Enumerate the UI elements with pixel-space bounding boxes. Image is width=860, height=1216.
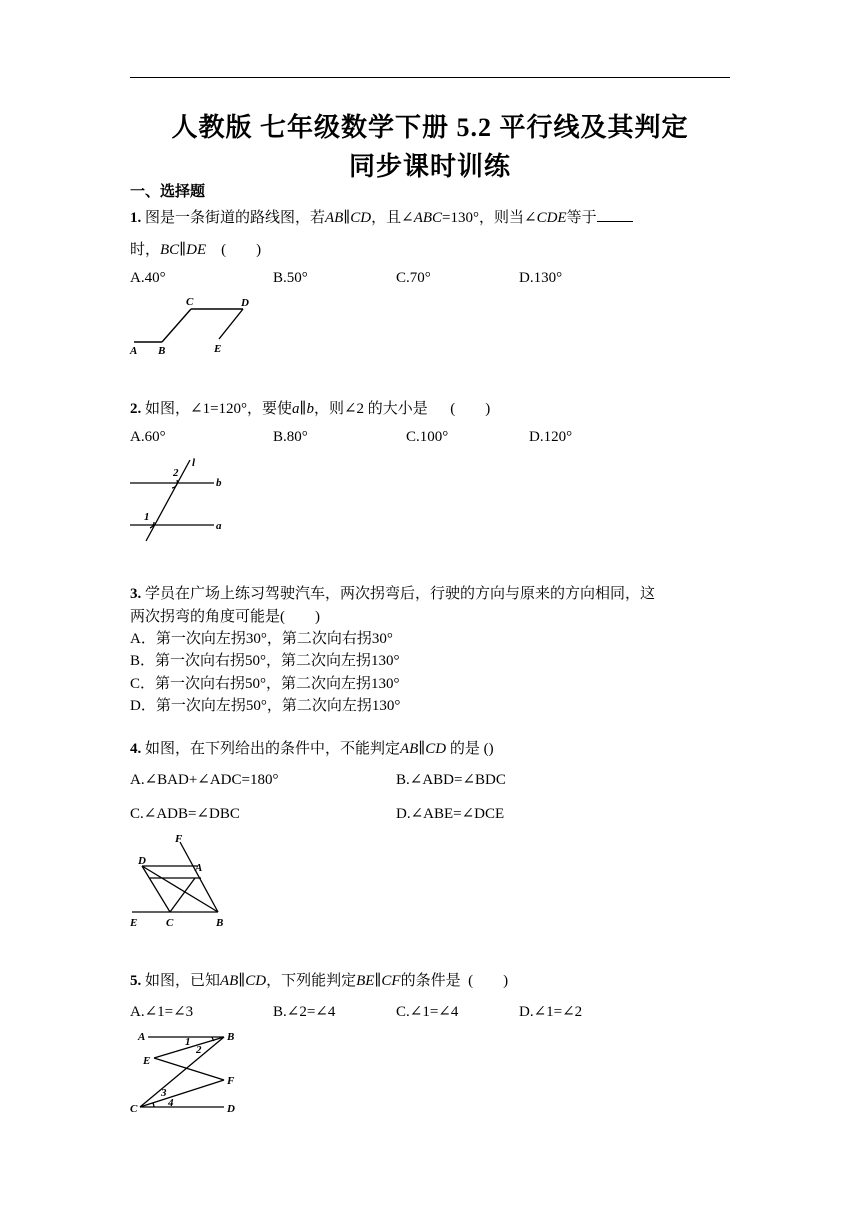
q1-text: 时， bbox=[130, 242, 161, 258]
q5-stem bbox=[130, 969, 508, 990]
q1-label-a: A bbox=[130, 345, 138, 357]
q5-text: 的条件是 bbox=[400, 973, 461, 989]
q4-text: 的是 () bbox=[449, 741, 494, 757]
q5-text: 如图，已知 bbox=[145, 973, 221, 989]
q1-de: DE bbox=[186, 242, 207, 258]
q1-ab: AB bbox=[325, 210, 344, 226]
q1-answer-blank[interactable] bbox=[597, 209, 633, 222]
q1-text: 图是一条街道的路线图，若 bbox=[145, 210, 326, 226]
q5-ab: AB bbox=[220, 973, 239, 989]
q5-option-c[interactable]: C.∠1=∠4 bbox=[396, 1004, 459, 1020]
q4-label-f: F bbox=[175, 833, 183, 845]
q1-parallel-symbol: ∥ bbox=[343, 210, 351, 226]
q3-stem-line1 bbox=[130, 582, 655, 603]
q4-figure bbox=[128, 830, 238, 932]
q1-text: 等于 bbox=[566, 210, 597, 226]
q5-parallel-symbol: ∥ bbox=[374, 973, 382, 989]
q4-label-d: D bbox=[138, 855, 146, 867]
q3-option-b[interactable]: B．第一次向右拐50°，第二次向左拐130° bbox=[130, 653, 400, 669]
q4-ab: AB bbox=[400, 741, 419, 757]
q4-number: 4. bbox=[130, 741, 142, 757]
q2-stem bbox=[130, 397, 490, 418]
q1-cde: CDE bbox=[536, 210, 567, 226]
q3-option-c[interactable]: C．第一次向右拐50°，第二次向左拐130° bbox=[130, 676, 400, 692]
q2-answer-paren: ( ) bbox=[450, 401, 491, 417]
q2-text: 如图，∠1=120°，要使 bbox=[145, 401, 293, 417]
q5-cf: CF bbox=[381, 973, 401, 989]
q1-label-d: D bbox=[241, 297, 249, 309]
q5-label-a: A bbox=[138, 1031, 146, 1043]
top-rule bbox=[130, 77, 730, 78]
q1-text: ，且∠ bbox=[371, 210, 414, 226]
q2-label-a: a bbox=[216, 520, 222, 532]
q2-option-b[interactable]: B.80° bbox=[273, 429, 308, 445]
document-subtitle: 同步课时训练 bbox=[348, 152, 511, 181]
q1-option-b[interactable]: B.50° bbox=[273, 270, 308, 286]
q2-label-b: b bbox=[216, 477, 222, 489]
q5-label-b: B bbox=[227, 1031, 235, 1043]
q2-number: 2. bbox=[130, 401, 142, 417]
q5-answer-paren: ( ) bbox=[468, 973, 509, 989]
q3-number: 3. bbox=[130, 586, 142, 602]
q3-option-a[interactable]: A．第一次向左拐30°，第二次向右拐30° bbox=[130, 631, 393, 647]
q5-figure bbox=[128, 1026, 248, 1118]
q4-label-b: B bbox=[216, 917, 224, 929]
q5-option-a[interactable]: A.∠1=∠3 bbox=[130, 1004, 194, 1020]
q2-a: a bbox=[292, 401, 300, 417]
q4-option-b[interactable]: B.∠ABD=∠BDC bbox=[396, 772, 506, 788]
q1-bc: BC bbox=[160, 242, 180, 258]
q1-figure bbox=[128, 293, 258, 357]
q4-option-a[interactable]: A.∠BAD+∠ADC=180° bbox=[130, 772, 279, 788]
q5-label-d: D bbox=[227, 1103, 235, 1115]
q4-parallel-symbol: ∥ bbox=[418, 741, 426, 757]
q1-option-a[interactable]: A.40° bbox=[130, 270, 166, 286]
q4-label-a: A bbox=[195, 862, 203, 874]
q1-number: 1. bbox=[130, 210, 142, 226]
q3-text: 学员在广场上练习驾驶汽车，两次拐弯后，行驶的方向与原来的方向相同，这 bbox=[145, 586, 656, 602]
q5-label-c: C bbox=[130, 1103, 138, 1115]
q2-figure bbox=[128, 452, 238, 544]
q1-option-d[interactable]: D.130° bbox=[519, 270, 563, 286]
q2-option-d[interactable]: D.120° bbox=[529, 429, 573, 445]
q2-option-c[interactable]: C.100° bbox=[406, 429, 449, 445]
q1-label-b: B bbox=[158, 345, 166, 357]
q5-text: ，下列能判定 bbox=[266, 973, 357, 989]
q2-label-l: l bbox=[192, 457, 196, 469]
q1-parallel-symbol: ∥ bbox=[179, 242, 187, 258]
q2-parallel-symbol: ∥ bbox=[299, 401, 307, 417]
q5-cd: CD bbox=[245, 973, 267, 989]
q4-option-c[interactable]: C.∠ADB=∠DBC bbox=[130, 806, 240, 822]
q1-cd: CD bbox=[350, 210, 372, 226]
q5-label-f: F bbox=[227, 1075, 235, 1087]
q2-label-angle-2: 2 bbox=[173, 467, 179, 479]
q3-stem-line2: 两次拐弯的角度可能是( ) bbox=[130, 609, 320, 625]
q1-label-e: E bbox=[214, 343, 222, 355]
document-title: 人教版 七年级数学下册 5.2 平行线及其判定 bbox=[171, 113, 689, 142]
q4-cd: CD bbox=[425, 741, 447, 757]
q5-option-b[interactable]: B.∠2=∠4 bbox=[273, 1004, 336, 1020]
q5-label-angle-4: 4 bbox=[168, 1097, 174, 1109]
q1-abc: ABC bbox=[413, 210, 443, 226]
q5-option-d[interactable]: D.∠1=∠2 bbox=[519, 1004, 583, 1020]
q1-option-c[interactable]: C.70° bbox=[396, 270, 431, 286]
q5-label-e: E bbox=[143, 1055, 151, 1067]
q1-answer-paren: ( ) bbox=[221, 242, 262, 258]
q4-label-e: E bbox=[130, 917, 138, 929]
section-heading: 一、选择题 bbox=[130, 182, 206, 200]
q2-text: ，则∠2 的大小是 bbox=[313, 401, 428, 417]
q1-text: =130°，则当∠ bbox=[442, 210, 537, 226]
q5-parallel-symbol: ∥ bbox=[238, 973, 246, 989]
q4-stem bbox=[130, 737, 494, 758]
q3-option-d[interactable]: D．第一次向左拐50°，第二次向左拐130° bbox=[130, 698, 401, 714]
q4-option-d[interactable]: D.∠ABE=∠DCE bbox=[396, 806, 505, 822]
q4-label-c: C bbox=[166, 917, 174, 929]
q5-label-angle-1: 1 bbox=[185, 1036, 191, 1048]
q1-stem-line2 bbox=[130, 238, 261, 259]
q5-number: 5. bbox=[130, 973, 142, 989]
q5-label-angle-2: 2 bbox=[196, 1044, 202, 1056]
q1-stem-line1 bbox=[130, 206, 633, 227]
q5-label-angle-3: 3 bbox=[161, 1087, 167, 1099]
q1-label-c: C bbox=[186, 296, 194, 308]
q5-be: BE bbox=[356, 973, 375, 989]
q2-b: b bbox=[306, 401, 314, 417]
q2-label-angle-1: 1 bbox=[144, 511, 150, 523]
q2-option-a[interactable]: A.60° bbox=[130, 429, 166, 445]
q4-text: 如图，在下列给出的条件中，不能判定 bbox=[145, 741, 401, 757]
